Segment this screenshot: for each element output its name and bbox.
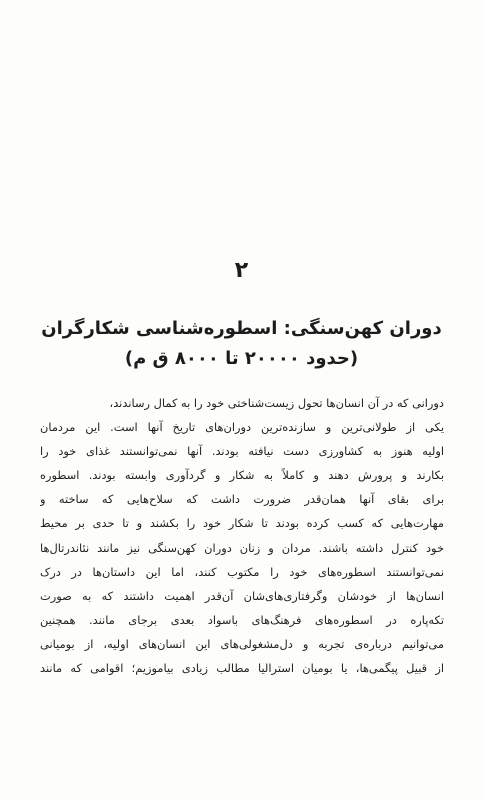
text-line: می‌توانیم درباره‌ی تجربه و دل‌مشغولی‌های این انسان‌های اولیه، از بومیانی	[40, 636, 444, 651]
text-line: مهارت‌هایی که کسب کرده بودند تا شکار خود را بکشند و تا حدی بر محیط	[40, 516, 444, 531]
text-line: تکه‌پاره در اسطوره‌های فرهنگ‌های باسواد بعدی برجای مانند. همچنین	[40, 612, 444, 627]
text-line: خود کنترل داشته باشند. مردان و زنان دوران کهن‌سنگی نیز مانند نئاندرتال‌ها	[40, 540, 444, 555]
chapter-title-main: دوران کهن‌سنگی: اسطوره‌شناسی شکارگران	[41, 318, 442, 339]
text-line: بکارند و پرورش دهند و کاملاً به شکار و گردآوری وابسته بودند. اسطوره	[40, 468, 444, 483]
chapter-title-dates: (حدود ۲۰۰۰۰ تا ۸۰۰۰ ق م)	[124, 348, 359, 369]
text-line: یکی از طولانی‌ترین و سازنده‌ترین دوران‌های تاریخ آنها است. این مردمان	[40, 420, 444, 435]
chapter-number: ۲	[234, 258, 249, 283]
chapter-title	[40, 314, 443, 374]
text-line: برای بقای آنها همان‌قدر ضرورت داشت که سلاح‌هایی که ساخته و	[40, 492, 444, 507]
text-line: دورانی که در آن انسان‌ها تحول زیست‌شناختی خود را به کمال رساندند،	[109, 396, 444, 410]
text-line: انسان‌ها از خودشان وگرفتاری‌های‌شان آن‌قدر اهمیت داشتند که به صورت	[40, 588, 444, 603]
text-line: اولیه هنوز به کشاورزی دست نیافته بودند. آنها نمی‌توانستند غذای خود را	[40, 444, 444, 459]
body-paragraph	[40, 391, 444, 680]
text-line: نمی‌توانستند اسطوره‌های خود را مکتوب کنند، اما این داستان‌ها در درک	[40, 564, 444, 579]
text-line: از قبیل پیگمی‌ها، یا بومیان استرالیا مطالب زیادی بیاموزیم؛ اقوامی که مانند	[40, 661, 444, 676]
